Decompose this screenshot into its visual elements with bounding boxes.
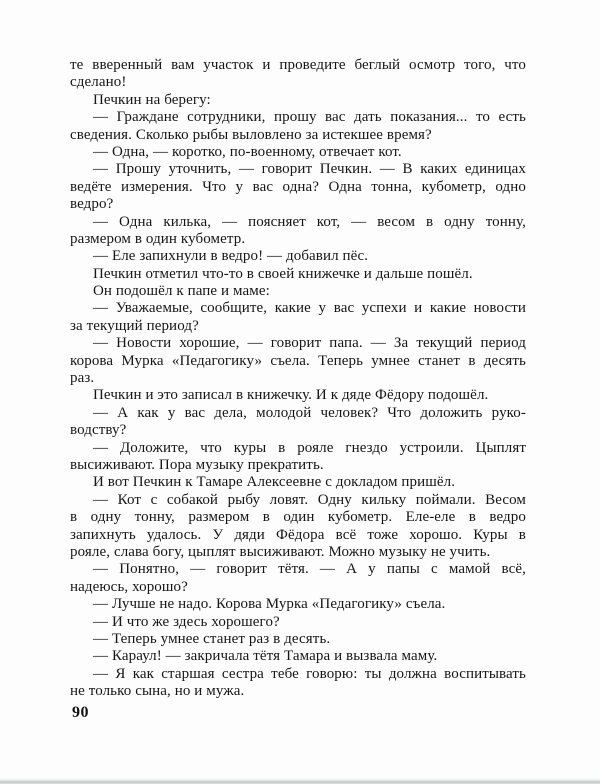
text-line: сведения. Сколько рыбы выловлено за истекшее время?	[70, 126, 432, 143]
text-line: не только сына, но и мужа.	[70, 683, 245, 700]
text-line: сделано!	[70, 74, 127, 91]
text-line: — Новости хорошие, — говорит папа. — За текущий период	[93, 335, 526, 352]
text-line: рояле, слава богу, цыплят высиживают. Можно музыку не учить.	[70, 543, 491, 560]
text-line: водству?	[70, 422, 127, 439]
text-line: запихнуть удалось. У дяди Фёдора всё тоже хорошо. Куры в	[70, 526, 526, 543]
text-line: те вверенный вам участок и проведите беглый осмотр того, что	[70, 57, 526, 73]
text-line: — Теперь умнее станет раз в десять.	[93, 630, 331, 647]
text-line: за текущий период?	[70, 317, 199, 334]
text-line: — Лучше не надо. Корова Мурка «Педагогику» съела.	[93, 596, 446, 613]
text-line: — И что же здесь хорошего?	[93, 613, 280, 630]
scan-edge	[0, 777, 600, 784]
text-line: высиживают. Пора музыку прекратить.	[70, 456, 324, 473]
text-line: — Одна, — коротко, по-военному, отвечает кот.	[93, 143, 402, 160]
text-line: Он подошёл к папе и маме:	[93, 283, 270, 300]
text-line: в одну тонну, размером в один кубометр. Еле-еле в ведро	[70, 509, 526, 526]
text-line: раз.	[70, 370, 95, 387]
text-line: корова Мурка «Педагогику» съела. Теперь умнее станет в десять	[70, 352, 526, 369]
text-line: размером в один кубометр.	[70, 230, 246, 247]
text-line: надеюсь, хорошо?	[70, 578, 188, 595]
text-line: — Доложите, что куры в рояле гнездо устроили. Цыплят	[93, 439, 526, 456]
text-line: — Караул! — закричала тётя Тамара и вызвала маму.	[93, 648, 438, 665]
page-number: 90	[72, 704, 89, 721]
text-line: Печкин на берегу:	[93, 91, 211, 108]
text-line: — Одна килька, — поясняет кот, — весом в одну тонну,	[93, 213, 526, 230]
text-line: — А как у вас дела, молодой человек? Что доложить руко-	[93, 404, 526, 421]
text-line: Печкин и это записал в книжечку. И к дяде Фёдору подошёл.	[93, 387, 489, 404]
text-line: И вот Печкин к Тамаре Алексеевне с докладом пришёл.	[93, 474, 456, 491]
text-line: Печкин отметил что-то в своей книжечке и дальше пошёл.	[93, 265, 473, 282]
page-text	[70, 57, 526, 700]
text-line: — Граждане сотрудники, прошу вас дать показания... то есть	[93, 109, 526, 126]
text-line: — Прошу уточнить, — говорит Печкин. — В каких единицах	[93, 161, 526, 178]
text-line: — Кот с собакой рыбу ловят. Одну кильку поймали. Весом	[93, 491, 526, 508]
text-line: — Еле запихнули в ведро! — добавил пёс.	[93, 248, 369, 265]
text-line: ведёте измерения. Что у вас одна? Одна тонна, кубометр, одно	[70, 178, 526, 195]
text-line: — Понятно, — говорит тётя. — А у папы с мамой всё,	[93, 561, 526, 578]
text-line: ведро?	[70, 196, 114, 213]
text-line: — Уважаемые, сообщите, какие у вас успехи и какие новости	[93, 300, 526, 317]
text-line: — Я как старшая сестра тебе говорю: ты должна воспитывать	[93, 665, 526, 682]
